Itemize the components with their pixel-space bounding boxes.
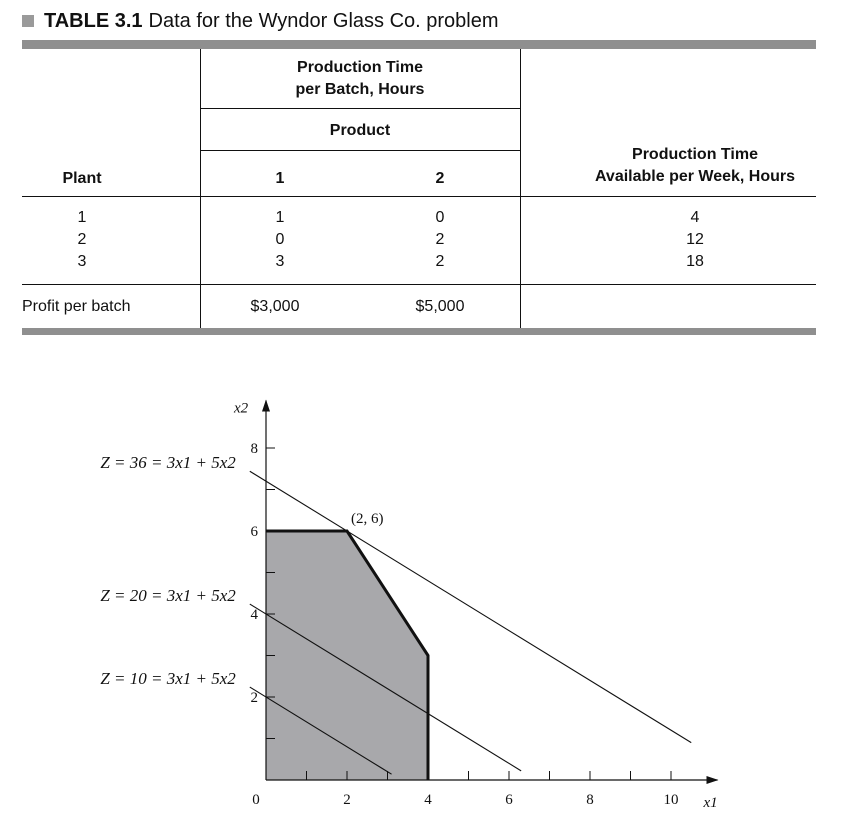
available-header-line1: Production Time: [632, 146, 758, 163]
profit-p2: $5,000: [415, 298, 465, 315]
p2-cell: 0: [435, 209, 445, 226]
x-tick-label: 8: [586, 792, 594, 808]
y-tick-label: 8: [250, 441, 258, 457]
objective-function-chart: [0, 360, 858, 834]
x-tick-label: 0: [252, 792, 260, 808]
p1-cell: 1: [275, 209, 285, 226]
available-cell: 12: [686, 231, 704, 248]
p2-cell: 2: [435, 253, 445, 270]
y-axis-label: x2: [234, 400, 249, 417]
objective-line-label: Z = 36 = 3x1 + 5x2: [100, 453, 236, 473]
product-2-column: [390, 207, 490, 273]
y-tick-label: 6: [250, 524, 258, 540]
x-tick-label: 10: [663, 792, 679, 808]
feasible-region: [266, 531, 428, 780]
col-divider-right: [520, 49, 521, 328]
profit-p1: $3,000: [250, 298, 300, 315]
plant-header: Plant: [62, 170, 102, 187]
x-tick-label: 6: [505, 792, 513, 808]
y-tick-label: 2: [250, 690, 258, 706]
profit-divider: [22, 284, 816, 285]
y-tick-label: 4: [250, 607, 258, 623]
available-cell: 4: [690, 209, 700, 226]
bottom-rule: [22, 328, 816, 335]
x-tick-label: 2: [343, 792, 351, 808]
objective-line-label: Z = 10 = 3x1 + 5x2: [100, 669, 236, 689]
product-divider: [200, 150, 520, 151]
table-caption: Data for the Wyndor Glass Co. problem: [148, 9, 499, 32]
plant-cell: 2: [77, 231, 87, 248]
group-divider: [200, 108, 520, 109]
product-1-column: [230, 207, 330, 273]
p1-cell: 0: [275, 231, 285, 248]
p2-cell: 2: [435, 231, 445, 248]
header-divider: [22, 196, 816, 197]
available-header-line2: Available per Week, Hours: [594, 168, 796, 185]
plant-cell: 1: [77, 209, 87, 226]
plant-cell: 3: [77, 253, 87, 270]
product-col-1: 1: [275, 170, 285, 187]
product-col-2: 2: [435, 170, 445, 187]
available-cell: 18: [686, 253, 704, 270]
table-title: [22, 6, 499, 36]
table-number: TABLE 3.1: [44, 9, 143, 32]
title-square-icon: [22, 15, 34, 27]
objective-line-label: Z = 20 = 3x1 + 5x2: [100, 586, 236, 606]
p1-cell: 3: [275, 253, 285, 270]
top-rule: [22, 40, 816, 49]
x-axis-label: x1: [703, 795, 718, 811]
available-header: [560, 144, 830, 188]
product-header: Product: [329, 122, 391, 139]
header-group-line1: Production Time: [297, 59, 423, 76]
header-group-line2: per Batch, Hours: [295, 81, 425, 98]
profit-label: Profit per batch: [22, 298, 131, 315]
optimal-point-label: (2, 6): [351, 511, 384, 527]
x-tick-label: 4: [424, 792, 432, 808]
available-column: [600, 207, 790, 273]
header-group: [200, 57, 520, 101]
table-row: [22, 207, 142, 273]
